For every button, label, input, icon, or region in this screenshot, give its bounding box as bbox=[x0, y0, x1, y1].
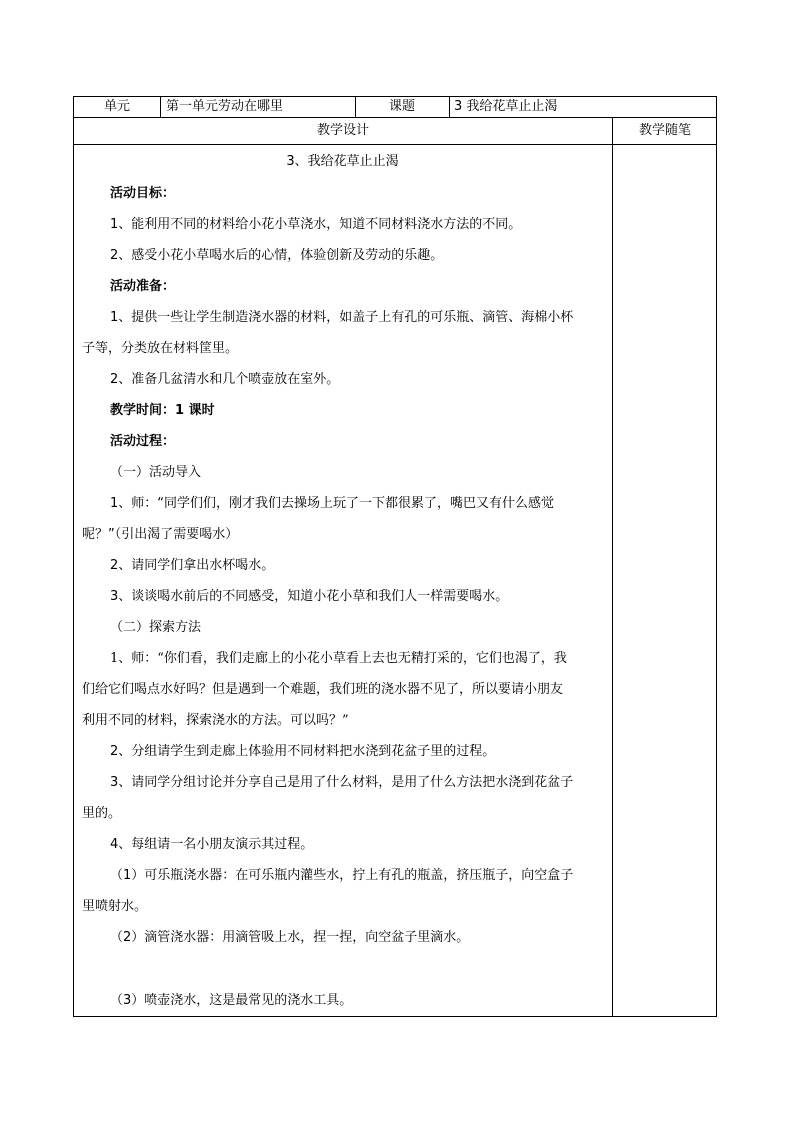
teaching-notes-label: 教学随笔 bbox=[638, 123, 691, 138]
text-line: 2、感受小花小草喝水后的心情，体验创新及劳动的乐趣。 bbox=[110, 248, 444, 263]
text-line: 子等，分类放在材料筐里。 bbox=[82, 341, 239, 356]
teaching-design-label: 教学设计 bbox=[316, 123, 369, 138]
subsection-heading: （一）活动导入 bbox=[110, 465, 202, 480]
lesson-plan-table bbox=[73, 96, 717, 1017]
text-line: （2）滴管浇水器：用滴管吸上水，捏一捏，向空盆子里滴水。 bbox=[110, 930, 470, 945]
text-line: 4、每组请一名小朋友演示其过程。 bbox=[110, 837, 314, 852]
topic-value: 3 我给花草止止渴 bbox=[454, 99, 558, 114]
section-heading: 教学时间：1 课时 bbox=[110, 403, 215, 418]
text-line: （1）可乐瓶浇水器：在可乐瓶内灌些水，拧上有孔的瓶盖，挤压瓶子，向空盒子 bbox=[110, 868, 574, 883]
text-line: 3、请同学分组讨论并分享自己是用了什么材料，是用了什么方法把水浇到花盆子 bbox=[110, 775, 574, 790]
col-divider bbox=[160, 97, 161, 117]
subsection-heading: （二）探索方法 bbox=[110, 620, 202, 635]
section-heading: 活动准备： bbox=[110, 279, 176, 294]
text-line: 1、师：“你们看，我们走廊上的小花小草看上去也无精打采的，它们也渴了，我 bbox=[110, 651, 567, 666]
text-line: 1、能利用不同的材料给小花小草浇水，知道不同材料浇水方法的不同。 bbox=[110, 217, 522, 232]
text-line: 利用不同的材料，探索浇水的方法。可以吗？” bbox=[82, 713, 349, 728]
text-line: 里的。 bbox=[82, 806, 122, 821]
row-divider bbox=[74, 144, 716, 145]
text-line: 2、请同学们拿出水杯喝水。 bbox=[110, 558, 275, 573]
text-line: 2、准备几盆清水和几个喷壶放在室外。 bbox=[110, 372, 340, 387]
unit-value: 第一单元劳动在哪里 bbox=[166, 99, 284, 114]
col-divider bbox=[612, 117, 613, 1016]
text-line: 们给它们喝点水好吗？但是遇到一个难题，我们班的浇水器不见了，所以要请小朋友 bbox=[82, 682, 564, 697]
lesson-title: 3、我给花草止止渴 bbox=[286, 154, 399, 169]
text-line: 3、谈谈喝水前后的不同感受，知道小花小草和我们人一样需要喝水。 bbox=[110, 589, 509, 604]
col-divider bbox=[449, 97, 450, 117]
text-line: 2、分组请学生到走廊上体验用不同材料把水浇到花盆子里的过程。 bbox=[110, 744, 496, 759]
section-heading: 活动过程： bbox=[110, 434, 176, 449]
unit-label: 单元 bbox=[103, 99, 130, 114]
text-line: 呢？”（引出渴了需要喝水） bbox=[82, 527, 239, 542]
section-heading: 活动目标： bbox=[110, 186, 176, 201]
text-line: 里喷射水。 bbox=[82, 899, 148, 914]
text-line: （3）喷壶浇水，这是最常见的浇水工具。 bbox=[110, 993, 353, 1008]
topic-label: 课题 bbox=[388, 99, 415, 114]
text-line: 1、师：“同学们们，刚才我们去操场上玩了一下都很累了，嘴巴又有什么感觉 bbox=[110, 496, 555, 511]
text-line: 1、提供一些让学生制造浇水器的材料，如盖子上有孔的可乐瓶、滴管、海棉小杯 bbox=[110, 310, 574, 325]
